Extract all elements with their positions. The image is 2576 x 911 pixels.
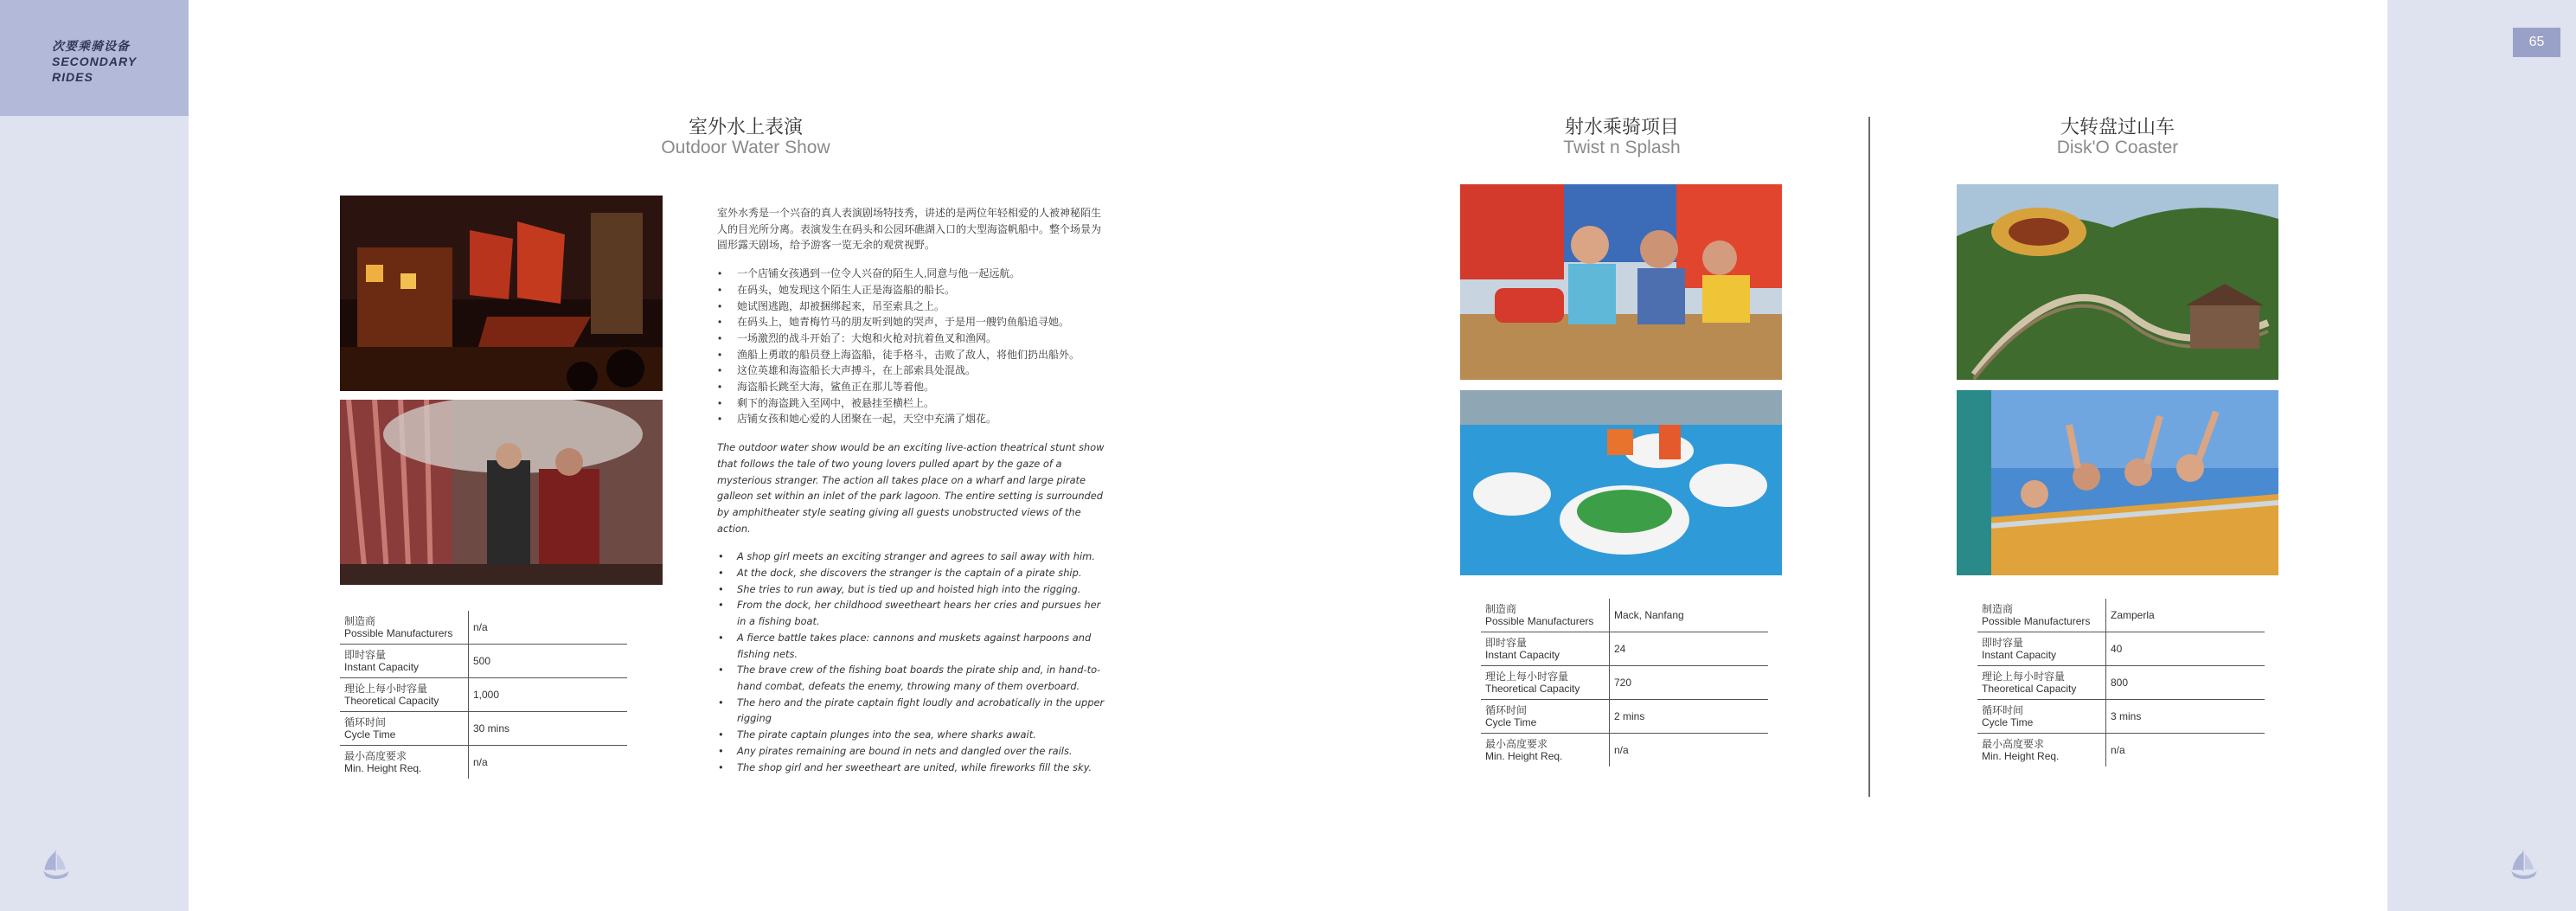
spec-value: 40 — [2106, 632, 2265, 666]
disko-riders-photo — [1957, 390, 2278, 575]
bullet-list-en — [717, 549, 1106, 775]
spec-label-cn: 即时容量 — [344, 649, 387, 661]
spec-label-cn: 制造商 — [1485, 603, 1517, 615]
disko-coaster-title-en: Disk'O Coaster — [2056, 138, 2179, 157]
spec-label — [340, 645, 469, 678]
spec-label-cn: 制造商 — [344, 615, 376, 627]
spec-label-en: Possible Manufacturers — [1485, 615, 1594, 627]
spec-value: 800 — [2106, 666, 2265, 700]
spec-label — [1481, 632, 1610, 666]
pirate-ship-night-photo — [340, 196, 663, 391]
list-item: • From the dock, her childhood sweetheart hears her cries and pursues her in a fishing boat. — [737, 597, 1106, 629]
spec-row — [1977, 700, 2265, 734]
spec-label — [340, 611, 469, 645]
spec-label — [1481, 666, 1610, 700]
spec-value: 500 — [469, 645, 628, 678]
spec-row — [1481, 700, 1768, 734]
spec-label-en: Instant Capacity — [1982, 649, 2057, 661]
spec-label — [1977, 632, 2106, 666]
list-item: • 店铺女孩和她心爱的人团聚在一起，天空中充满了烟花。 — [737, 411, 1106, 427]
spec-label-en: Theoretical Capacity — [344, 695, 439, 707]
list-item: • 一个店铺女孩遇到一位令人兴奋的陌生人,同意与他一起远航。 — [737, 266, 1106, 282]
spec-value: 1,000 — [469, 678, 628, 712]
section-label-cn: 次要乘骑设备 — [52, 39, 130, 53]
spec-value: Zamperla — [2106, 599, 2265, 632]
list-item: • 渔船上勇敢的船员登上海盗船，徒手格斗，击败了敌人，将他们扔出船外。 — [737, 347, 1106, 363]
twist-splash-title-cn: 射水乘骑项目 — [1564, 116, 1679, 138]
spec-row — [340, 645, 627, 678]
spec-value: 24 — [1610, 632, 1769, 666]
spec-label — [340, 678, 469, 712]
section-label-en-2: RIDES — [52, 70, 93, 84]
section-label — [52, 38, 137, 85]
spec-label-en: Possible Manufacturers — [344, 627, 453, 639]
outdoor-show-title-en: Outdoor Water Show — [661, 138, 830, 157]
spec-label-cn: 最小高度要求 — [1485, 738, 1548, 750]
spec-label — [1977, 734, 2106, 767]
spec-label-cn: 循环时间 — [1982, 704, 2024, 716]
spec-value: Mack, Nanfang — [1610, 599, 1769, 632]
spec-label-en: Min. Height Req. — [1982, 750, 2060, 762]
list-item: • Any pirates remaining are bound in nets and dangled over the rails. — [737, 743, 1106, 760]
disko-coaster-spec-table — [1977, 599, 2265, 767]
list-item: • The brave crew of the fishing boat boards the pirate ship and, in hand-to-hand combat, defeats the enemy, throwing many of them overboard. — [737, 662, 1106, 694]
section-tab — [0, 0, 189, 116]
bullet-list-cn — [717, 266, 1106, 427]
list-item: • The shop girl and her sweetheart are united, while fireworks fill the sky. — [737, 760, 1106, 776]
spec-label-cn: 即时容量 — [1485, 637, 1528, 649]
intro-cn: 室外水秀是一个兴奋的真人表演剧场特技秀，讲述的是两位年轻相爱的人被神秘陌生人的目光所分离。表演发生在码头和公园环礁湖入口的大型海盗帆船中。整个场景为圆形露天剧场，给予游客一览无余的观赏视野。 — [717, 207, 1102, 252]
left-margin-band — [0, 0, 189, 911]
spec-label-en: Cycle Time — [344, 728, 396, 741]
spec-value: 720 — [1610, 666, 1769, 700]
spec-label-cn: 循环时间 — [1485, 704, 1528, 716]
spec-label-cn: 理论上每小时容量 — [1982, 670, 2066, 683]
spec-label — [1481, 734, 1610, 767]
right-margin-band — [2387, 0, 2576, 911]
list-item: • She tries to run away, but is tied up and hoisted high into the rigging. — [737, 581, 1106, 598]
spec-value: n/a — [469, 611, 628, 645]
disko-coaster-photo — [1957, 184, 2278, 380]
spec-row — [340, 746, 627, 779]
spec-label-cn: 制造商 — [1982, 603, 2014, 615]
ship-logo-icon — [36, 845, 76, 885]
spec-label — [1481, 599, 1610, 632]
spec-label-cn: 最小高度要求 — [1982, 738, 2045, 750]
spec-value: n/a — [473, 756, 488, 768]
ship-logo-icon — [2504, 845, 2544, 885]
spec-value: 3 mins — [2106, 700, 2265, 734]
spec-row — [1977, 599, 2265, 632]
intro-en: The outdoor water show would be an exciting live-action theatrical stunt show that follows the tale of two young lovers pulled apart by the gaze of a mysterious stranger. The action all takes place on a wharf and large pirate galleon set within an inlet of the park lagoon. The entire setting is surrounded by amphitheater style seating giving all guests unobstructed views of the action. — [717, 441, 1105, 535]
spec-label-en: Min. Height Req. — [1485, 750, 1563, 762]
spec-label-en: Min. Height Req. — [344, 762, 422, 774]
list-item: • The hero and the pirate captain fight loudly and acrobatically in the upper rigging — [737, 695, 1106, 727]
list-item: • The pirate captain plunges into the sea, where sharks await. — [737, 727, 1106, 743]
section-label-en-1: SECONDARY — [52, 55, 138, 68]
spec-label-en: Instant Capacity — [1485, 649, 1560, 661]
spec-label-en: Cycle Time — [1485, 716, 1537, 728]
page-number: 65 — [2513, 28, 2560, 57]
twist-splash-title-en: Twist n Splash — [1563, 138, 1681, 157]
spec-label-cn: 循环时间 — [344, 716, 387, 728]
twist-splash-spec-table — [1481, 599, 1768, 767]
spec-row — [1977, 734, 2265, 767]
spec-label — [1977, 666, 2106, 700]
spec-row — [1977, 666, 2265, 700]
list-item: • 剩下的海盗跳入至网中，被悬挂至横栏上。 — [737, 395, 1106, 412]
spec-row — [1481, 632, 1768, 666]
list-item: • A fierce battle takes place: cannons and muskets against harpoons and fishing nets. — [737, 630, 1106, 662]
twist-splash-pool-photo — [1460, 390, 1782, 575]
disko-coaster-title-cn: 大转盘过山车 — [2060, 116, 2175, 138]
spec-row — [340, 611, 627, 645]
list-item: • 她试图逃跑，却被捆绑起来，吊至索具之上。 — [737, 298, 1106, 315]
list-item: • A shop girl meets an exciting stranger and agrees to sail away with him. — [737, 549, 1106, 565]
spec-row — [1481, 599, 1768, 632]
list-item: • At the dock, she discovers the stranger is the captain of a pirate ship. — [737, 565, 1106, 581]
spec-label-en: Theoretical Capacity — [1485, 683, 1580, 695]
pirate-performers-photo — [340, 400, 663, 585]
spec-value: 2 mins — [1610, 700, 1769, 734]
outdoor-show-title-cn: 室外水上表演 — [688, 116, 803, 138]
spec-label — [1977, 599, 2106, 632]
spec-label — [1977, 700, 2106, 734]
spec-label-en: Possible Manufacturers — [1982, 615, 2091, 627]
list-item: • 一场激烈的战斗开始了：大炮和火枪对抗着鱼叉和渔网。 — [737, 330, 1106, 347]
twist-splash-riders-photo — [1460, 184, 1782, 380]
spec-label — [340, 746, 469, 779]
spec-row — [340, 712, 627, 746]
list-item: • 海盗船长跳至大海，鲨鱼正在那儿等着他。 — [737, 379, 1106, 395]
spec-label-en: Instant Capacity — [344, 661, 420, 673]
spec-row — [1977, 632, 2265, 666]
spec-value: n/a — [2111, 744, 2125, 756]
spec-label-en: Cycle Time — [1982, 716, 2034, 728]
list-item: • 在码头上，她青梅竹马的朋友听到她的哭声，于是用一艘钓鱼船追寻她。 — [737, 314, 1106, 330]
spec-row — [1481, 666, 1768, 700]
spec-row — [1481, 734, 1768, 767]
spec-label — [340, 712, 469, 746]
outdoor-show-description — [717, 205, 1106, 775]
spec-label-cn: 即时容量 — [1982, 637, 2024, 649]
spec-label — [1481, 700, 1610, 734]
spec-value: 30 mins — [469, 712, 628, 746]
spec-label-cn: 理论上每小时容量 — [1485, 670, 1569, 683]
spec-value: n/a — [1614, 744, 1629, 756]
spec-label-en: Theoretical Capacity — [1982, 683, 2077, 695]
list-item: • 这位英雄和海盗船长大声搏斗，在上部索具处混战。 — [737, 362, 1106, 379]
column-divider — [1868, 117, 1870, 797]
spec-label-cn: 理论上每小时容量 — [344, 683, 428, 695]
outdoor-show-spec-table — [340, 611, 627, 779]
spec-label-cn: 最小高度要求 — [344, 750, 407, 762]
spec-row — [340, 678, 627, 712]
list-item: • 在码头，她发现这个陌生人正是海盗船的船长。 — [737, 282, 1106, 298]
